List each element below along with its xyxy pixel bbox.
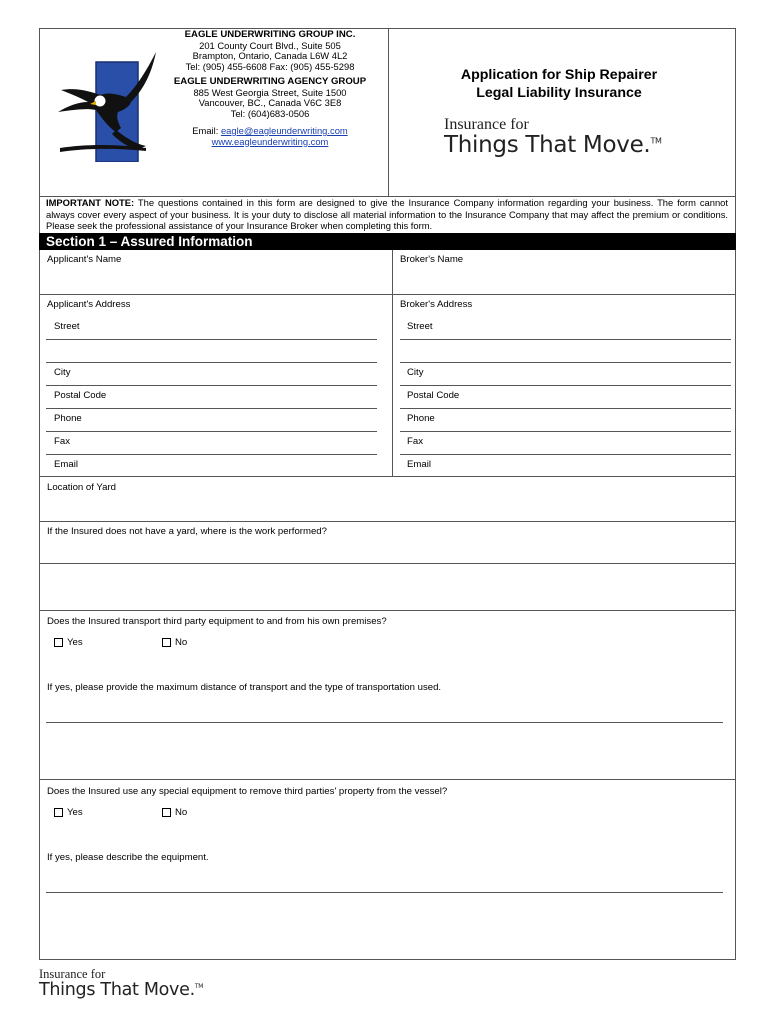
equipment-yes-checkbox[interactable] [54, 808, 63, 817]
row-divider [39, 476, 736, 477]
broker-fax-label: Fax [407, 436, 423, 447]
form-title [388, 66, 730, 102]
location-of-yard-label: Location of Yard [47, 482, 116, 493]
applicant-city-field[interactable] [46, 385, 377, 386]
tagline-big-text: Things That Move. [444, 132, 651, 158]
tagline-big [444, 132, 662, 158]
form-title-line2: Legal Liability Insurance [476, 85, 642, 101]
company2-phone: Tel: (604)683-0506 [230, 107, 310, 119]
row-divider [39, 294, 736, 295]
important-note [46, 197, 728, 232]
transport-details-field[interactable] [46, 722, 723, 723]
broker-postal-field[interactable] [400, 408, 731, 409]
broker-address-label: Broker's Address [400, 299, 473, 310]
column-divider [392, 250, 393, 476]
transport-followup: If yes, please provide the maximum distance of transport and the type of transportation used. [47, 682, 442, 693]
equipment-question: Does the Insured use any special equipment to remove third parties' property from the vessel? [47, 786, 448, 797]
company2-address2: Vancouver, BC., Canada V6C 3E8 [198, 97, 342, 108]
trademark: TM [650, 136, 662, 146]
transport-yes-label: Yes [67, 637, 83, 648]
broker-name-label: Broker's Name [400, 254, 464, 265]
company1-address1: 201 County Court Blvd., Suite 505 [199, 39, 341, 51]
broker-city-label: City [407, 367, 424, 378]
broker-email-label: Email [407, 459, 431, 470]
broker-city-field[interactable] [400, 385, 731, 386]
no-yard-question: If the Insured does not have a yard, where is the work performed? [47, 526, 327, 537]
footer-tagline-big-text: Things That Move. [39, 980, 195, 1000]
footer-tagline-small: Insurance for [39, 967, 106, 981]
company1-phones: Tel: (905) 455-6608 Fax: (905) 455-5298 [185, 60, 355, 72]
company1-name: EAGLE UNDERWRITING GROUP INC. [184, 29, 356, 40]
form-title-line1: Application for Ship Repairer [460, 67, 658, 83]
broker-fax-field[interactable] [400, 454, 731, 455]
applicant-street-label: Street [54, 321, 80, 332]
section-1-header: Section 1 – Assured Information [39, 233, 736, 250]
header-right-cell [388, 28, 736, 196]
applicant-address-label: Applicant's Address [47, 299, 131, 310]
transport-no-checkbox[interactable] [162, 638, 171, 647]
transport-yes-checkbox[interactable] [54, 638, 63, 647]
broker-phone-field[interactable] [400, 431, 731, 432]
row-divider [39, 563, 736, 564]
applicant-fax-field[interactable] [46, 454, 377, 455]
applicant-postal-field[interactable] [46, 408, 377, 409]
note-label: IMPORTANT NOTE: [46, 197, 135, 208]
applicant-postal-label: Postal Code [54, 390, 107, 401]
equipment-yes-label: Yes [67, 807, 83, 818]
equipment-no-label: No [175, 807, 188, 818]
broker-street-field[interactable] [400, 339, 731, 340]
applicant-street-field[interactable] [46, 339, 377, 340]
row-divider [39, 610, 736, 611]
row-divider [39, 521, 736, 522]
broker-street-label: Street [407, 321, 433, 332]
applicant-phone-field[interactable] [46, 431, 377, 432]
broker-street2-field[interactable] [400, 362, 731, 363]
equipment-no-checkbox[interactable] [162, 808, 171, 817]
equipment-details-field[interactable] [46, 892, 723, 893]
applicant-fax-label: Fax [54, 436, 70, 447]
equipment-followup: If yes, please describe the equipment. [47, 852, 209, 863]
applicant-city-label: City [54, 367, 71, 378]
website-link[interactable]: www.eagleunderwriting.com [211, 135, 329, 147]
broker-postal-label: Postal Code [407, 390, 460, 401]
applicant-street2-field[interactable] [46, 362, 377, 363]
company1-address2: Brampton, Ontario, Canada L6W 4L2 [192, 50, 348, 61]
email-link[interactable]: eagle@eagleunderwriting.com [220, 125, 348, 136]
transport-no-label: No [175, 637, 188, 648]
broker-phone-label: Phone [407, 413, 435, 424]
applicant-email-label: Email [54, 459, 78, 470]
note-text: The questions contained in this form are designed to give the Insurance Company information regarding your business. The form cannot always cover every aspect of your business. It is your duty to disclose all material information to the Insurance Company that may affect the premium or conditions. Please seek the professional assistance of your Insurance Broker when completing this form. [46, 197, 729, 231]
applicant-phone-label: Phone [54, 413, 82, 424]
footer-tagline-big [39, 980, 203, 1000]
footer-trademark: TM [194, 983, 204, 991]
applicant-name-label: Applicant's Name [47, 254, 122, 265]
tagline-small: Insurance for [444, 116, 529, 133]
transport-question: Does the Insured transport third party equipment to and from his own premises? [47, 616, 387, 627]
row-divider [39, 779, 736, 780]
company2-name: EAGLE UNDERWRITING AGENCY GROUP [173, 76, 367, 87]
company2-address1: 885 West Georgia Street, Suite 1500 [193, 86, 347, 98]
company-contact-block [140, 30, 400, 147]
email-label: Email: [192, 125, 219, 136]
